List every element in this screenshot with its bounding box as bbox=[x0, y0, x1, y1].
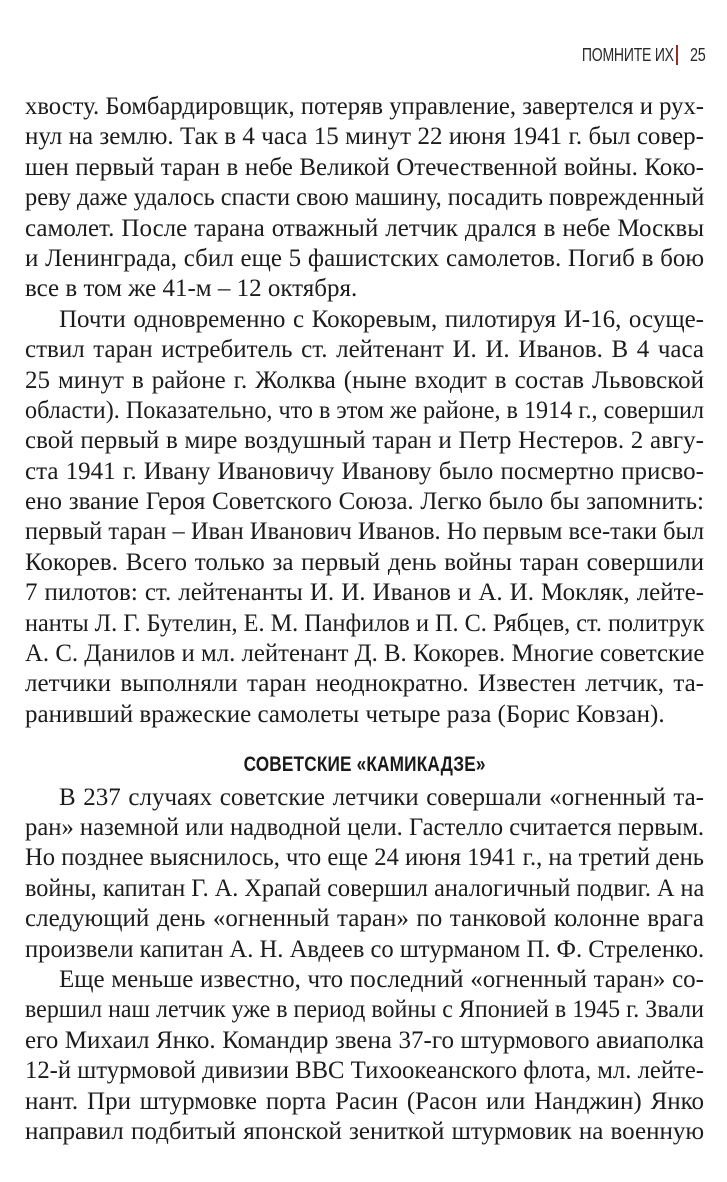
text-line-content: Почти одновременно с Кокоревым, пилотируя И-16, осуще- bbox=[59, 305, 704, 333]
text-line bbox=[25, 935, 704, 965]
text-line-content: реву даже удалось спасти свою машину, посадить поврежденный bbox=[25, 184, 705, 212]
text-line bbox=[25, 183, 704, 213]
text-line-content: 12-й штурмовой дивизии ВВС Тихоокеанского флота, мл. лейте- bbox=[25, 1057, 704, 1085]
section-heading bbox=[25, 750, 704, 780]
text-line bbox=[25, 639, 704, 669]
text-line bbox=[25, 1117, 704, 1147]
text-line bbox=[25, 609, 704, 639]
text-line bbox=[25, 457, 704, 487]
body-text bbox=[25, 92, 704, 1147]
text-line-content: войны, капитан Г. А. Храпай совершил аналогичный подвиг. А на bbox=[25, 874, 705, 902]
text-line bbox=[25, 813, 704, 843]
text-line bbox=[25, 669, 704, 699]
text-line bbox=[25, 783, 704, 813]
text-line-content: 7 пилотов: ст. лейтенанты И. И. Иванов и А. И. Мокляк, лейте- bbox=[25, 579, 704, 607]
text-line bbox=[25, 335, 704, 365]
text-line bbox=[25, 578, 704, 608]
text-line bbox=[25, 1056, 704, 1086]
text-line-content: А. С. Данилов и мл. лейтенант Д. В. Кокорев. Многие советские bbox=[25, 640, 705, 668]
text-line bbox=[25, 366, 704, 396]
text-line-content: Еще меньше известно, что последний «огненный таран» со- bbox=[59, 965, 704, 993]
text-line-content: и Ленинграда, сбил еще 5 фашистских самолетов. Погиб в бою bbox=[25, 244, 704, 272]
text-line bbox=[25, 396, 704, 426]
text-line-content: хвосту. Бомбардировщик, потеряв управление, завертелся и рух- bbox=[25, 93, 705, 120]
text-line bbox=[25, 153, 704, 183]
text-line-content: ено звание Героя Советского Союза. Легко было бы запомнить: bbox=[25, 488, 704, 516]
text-line bbox=[25, 965, 704, 995]
text-line-content: первый таран – Иван Иванович Иванов. Но первым все-таки был bbox=[25, 518, 705, 546]
text-line-content: все в том же 41-м – 12 октября. bbox=[25, 275, 358, 303]
text-line-content: его Михаил Янко. Командир звена 37-го штурмового авиаполка bbox=[25, 1026, 704, 1054]
text-line-content: направил подбитый японской зениткой штурмовик на военную bbox=[25, 1117, 704, 1145]
text-line bbox=[25, 904, 704, 934]
text-line-content: самолет. После тарана отважный летчик дрался в небе Москвы bbox=[25, 214, 704, 242]
text-line-content: ран» наземной или надводной цели. Гастелло считается первым. bbox=[25, 813, 705, 841]
text-line bbox=[25, 700, 704, 730]
text-line bbox=[25, 487, 704, 517]
text-line bbox=[25, 122, 704, 152]
running-head bbox=[556, 42, 707, 68]
text-line-content: нул на землю. Так в 4 часа 15 минут 22 июня 1941 г. был совер- bbox=[25, 123, 704, 151]
text-line-content: летчики выполняли таран неоднократно. Известен летчик, та- bbox=[25, 670, 704, 698]
text-line-content: Но позднее выяснилось, что еще 24 июня 1941 г., на третий день bbox=[25, 844, 705, 872]
text-line-content: нант. При штурмовке порта Расин (Расон или Нанджин) Янко bbox=[25, 1087, 704, 1115]
text-line bbox=[25, 548, 704, 578]
text-line-content: области). Показательно, что в этом же районе, в 1914 г., совершил bbox=[25, 396, 705, 424]
text-line bbox=[25, 995, 704, 1025]
text-line bbox=[25, 244, 704, 274]
text-line bbox=[25, 1026, 704, 1056]
text-line bbox=[25, 274, 704, 304]
paragraph bbox=[25, 305, 704, 730]
text-line bbox=[25, 426, 704, 456]
text-line bbox=[25, 92, 704, 122]
text-line-content: ста 1941 г. Ивану Ивановичу Иванову было посмертно присво- bbox=[25, 457, 704, 485]
text-line-content: Кокорев. Всего только за первый день войны таран совершили bbox=[25, 548, 704, 576]
running-head-separator bbox=[676, 45, 678, 65]
text-line-content: шен первый таран в небе Великой Отечественной войны. Коко- bbox=[25, 153, 704, 181]
running-head-section: ПОМНИТЕ ИХ bbox=[581, 44, 674, 65]
text-line bbox=[25, 214, 704, 244]
section-heading-text: СОВЕТСКИЕ «КАМИКАДЗЕ» bbox=[243, 753, 486, 777]
text-line-content: ствил таран истребитель ст. лейтенант И. И. Иванов. В 4 часа bbox=[25, 336, 704, 364]
text-line-content: следующий день «огненный таран» по танковой колонне врага bbox=[25, 905, 704, 933]
text-line bbox=[25, 874, 704, 904]
page-number: 25 bbox=[689, 44, 706, 65]
paragraph bbox=[25, 783, 704, 965]
text-line-content: свой первый в мире воздушный таран и Петр Нестеров. 2 авгу- bbox=[25, 427, 704, 455]
text-line-content: В 237 случаях советские летчики совершали «огненный та- bbox=[59, 783, 704, 811]
text-line bbox=[25, 843, 704, 873]
text-line-content: ранивший вражеские самолеты четыре раза (Борис Ковзан). bbox=[25, 700, 665, 728]
paragraph bbox=[25, 965, 704, 1147]
text-line bbox=[25, 1087, 704, 1117]
text-line-content: произвели капитан А. Н. Авдеев со штурманом П. Ф. Стреленко. bbox=[25, 935, 705, 963]
paragraph bbox=[25, 92, 704, 305]
text-line-content: 25 минут в районе г. Жолква (ныне входит в состав Львовской bbox=[25, 366, 704, 394]
text-line-content: вершил наш летчик уже в период войны с Японией в 1945 г. Звали bbox=[25, 996, 704, 1024]
text-line bbox=[25, 517, 704, 547]
text-line-content: нанты Л. Г. Бутелин, Е. М. Панфилов и П. С. Рябцев, ст. политрук bbox=[25, 609, 705, 637]
text-line bbox=[25, 305, 704, 335]
